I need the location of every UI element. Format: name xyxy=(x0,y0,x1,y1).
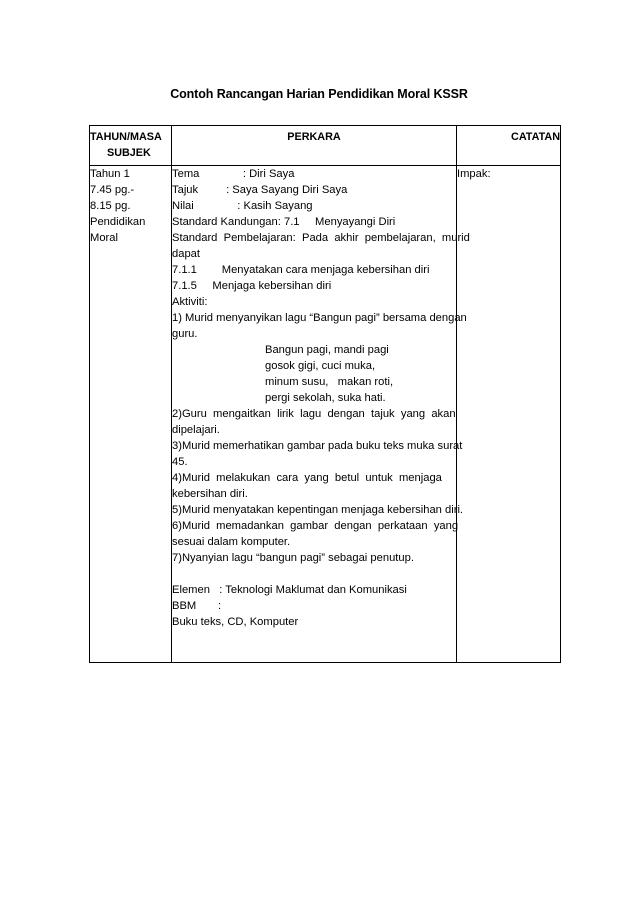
cell-catatan xyxy=(457,166,561,663)
sp-7-1-1-line: 7.1.1 Menyatakan cara menjaga kebersihan diri xyxy=(172,264,430,276)
time-end-text: 8.15 pg. xyxy=(90,200,131,212)
aktiviti-label: Aktiviti: xyxy=(172,296,208,308)
spacer xyxy=(172,566,456,582)
standard-pembelajaran-line: Standard Pembelajaran: Pada akhir pembelajaran, murid xyxy=(172,232,470,244)
standard-kandungan-line: Standard Kandungan: 7.1 Menyayangi Diri xyxy=(172,216,396,228)
subject-line2-text: Moral xyxy=(90,232,118,244)
standard-pembelajaran-cont: dapat xyxy=(172,248,200,260)
header-tahun-masa-subjek xyxy=(90,126,172,166)
tema-line: Tema : Diri Saya xyxy=(172,168,295,180)
aktiviti-1-line: 1) Murid menyanyikan lagu “Bangun pagi” bersama dengan xyxy=(172,312,467,324)
document-title: Contoh Rancangan Harian Pendidikan Moral KSSR xyxy=(170,87,468,101)
tahun-text: Tahun 1 xyxy=(90,168,130,180)
aktiviti-4-cont: kebersihan diri. xyxy=(172,488,248,500)
sp-7-1-5-line: 7.1.5 Menjaga kebersihan diri xyxy=(172,280,332,292)
lyric-line: gosok gigi, cuci muka, xyxy=(265,360,376,372)
bbm-items-line: Buku teks, CD, Komputer xyxy=(172,616,299,628)
impak-label: Impak: xyxy=(457,168,491,180)
aktiviti-1-cont: guru. xyxy=(172,328,198,340)
header-catatan: CATATAN xyxy=(457,126,561,166)
aktiviti-5-line: 5)Murid menyatakan kepentingan menjaga kebersihan diri. xyxy=(172,504,464,516)
aktiviti-3-cont: 45. xyxy=(172,456,188,468)
aktiviti-6-cont: sesuai dalam komputer. xyxy=(172,536,291,548)
lyric-line: Bangun pagi, mandi pagi xyxy=(265,344,389,356)
table-header-row xyxy=(90,126,561,166)
time-start-text: 7.45 pg.- xyxy=(90,184,135,196)
cell-tahun-masa-subjek xyxy=(90,166,172,663)
lyric-line: pergi sekolah, suka hati. xyxy=(265,392,386,404)
aktiviti-4-line: 4)Murid melakukan cara yang betul untuk menjaga xyxy=(172,472,442,484)
aktiviti-3-line: 3)Murid memerhatikan gambar pada buku teks muka surat xyxy=(172,440,463,452)
elemen-line: Elemen : Teknologi Maklumat dan Komunikasi xyxy=(172,584,407,596)
header-perkara: PERKARA xyxy=(172,126,457,166)
header-masa-line2: SUBJEK xyxy=(107,147,151,159)
bbm-line: BBM : xyxy=(172,600,222,612)
lyric-line: minum susu, makan roti, xyxy=(265,376,394,388)
header-masa-line1: TAHUN/MASA xyxy=(90,131,162,143)
aktiviti-7-line: 7)Nyanyian lagu “bangun pagi” sebagai penutup. xyxy=(172,552,414,564)
aktiviti-6-line: 6)Murid memadankan gambar dengan perkataan yang xyxy=(172,520,459,532)
aktiviti-2-line: 2)Guru mengaitkan lirik lagu dengan tajuk yang akan xyxy=(172,408,456,420)
table-row xyxy=(90,166,561,663)
nilai-line: Nilai : Kasih Sayang xyxy=(172,200,313,212)
subject-line1-text: Pendidikan xyxy=(90,216,146,228)
cell-perkara xyxy=(172,166,470,663)
aktiviti-2-cont: dipelajari. xyxy=(172,424,220,436)
lesson-plan-table xyxy=(89,125,561,663)
tajuk-line: Tajuk : Saya Sayang Diri Saya xyxy=(172,184,348,196)
